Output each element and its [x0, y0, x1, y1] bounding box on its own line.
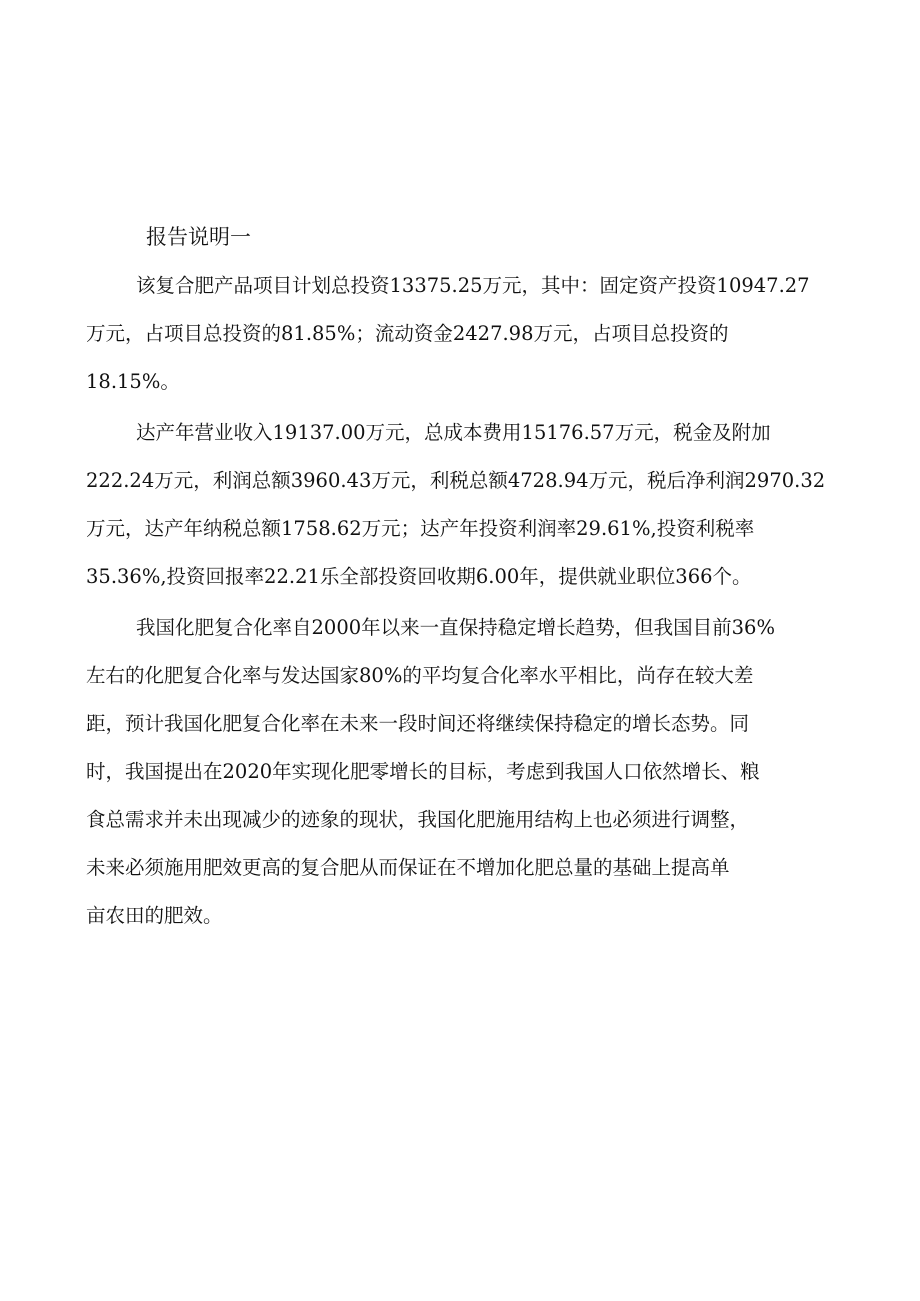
- paragraph-line: 时，我国提出在2020年实现化肥零增长的目标，考虑到我国人口依然增长、粮: [86, 760, 760, 783]
- paragraph-line: 35.36%,投资回报率22.21乐全部投资回收期6.00年，提供就业职位366个。: [86, 565, 752, 588]
- paragraph-line: 未来必须施用肥效更高的复合肥从而保证在不增加化肥总量的基础上提高单: [86, 856, 730, 879]
- paragraph-line: 左右的化肥复合化率与发达国家80%的平均复合化率水平相比，尚存在较大差: [86, 664, 754, 687]
- paragraph-line: 万元，占项目总投资的81.85%；流动资金2427.98万元，占项目总投资的: [86, 322, 729, 345]
- paragraph-line: 我国化肥复合化率自2000年以来一直保持稳定增长趋势，但我国目前36%: [136, 616, 775, 639]
- paragraph-line: 食总需求并未出现减少的迹象的现状，我国化肥施用结构上也必须进行调整，: [86, 808, 750, 831]
- paragraph-revenue: [86, 409, 826, 601]
- report-heading: 报告说明一: [146, 225, 251, 249]
- paragraph-line: 万元，达产年纳税总额1758.62万元；达产年投资利润率29.61%,投资利税率: [86, 517, 755, 540]
- paragraph-industry: [86, 604, 826, 940]
- paragraph-line: 亩农田的肥效。: [86, 904, 223, 927]
- paragraph-investment: [86, 262, 826, 406]
- paragraph-line: 222.24万元，利润总额3960.43万元，利税总额4728.94万元，税后净利润2970.32: [86, 469, 826, 492]
- paragraph-line: 该复合肥产品项目计划总投资13375.25万元，其中：固定资产投资10947.27: [136, 274, 810, 297]
- paragraph-line: 距，预计我国化肥复合化率在未来一段时间还将继续保持稳定的增长态势。同: [86, 712, 750, 735]
- paragraph-line: 18.15%。: [86, 370, 180, 393]
- paragraph-line: 达产年营业收入19137.00万元，总成本费用15176.57万元，税金及附加: [136, 421, 771, 444]
